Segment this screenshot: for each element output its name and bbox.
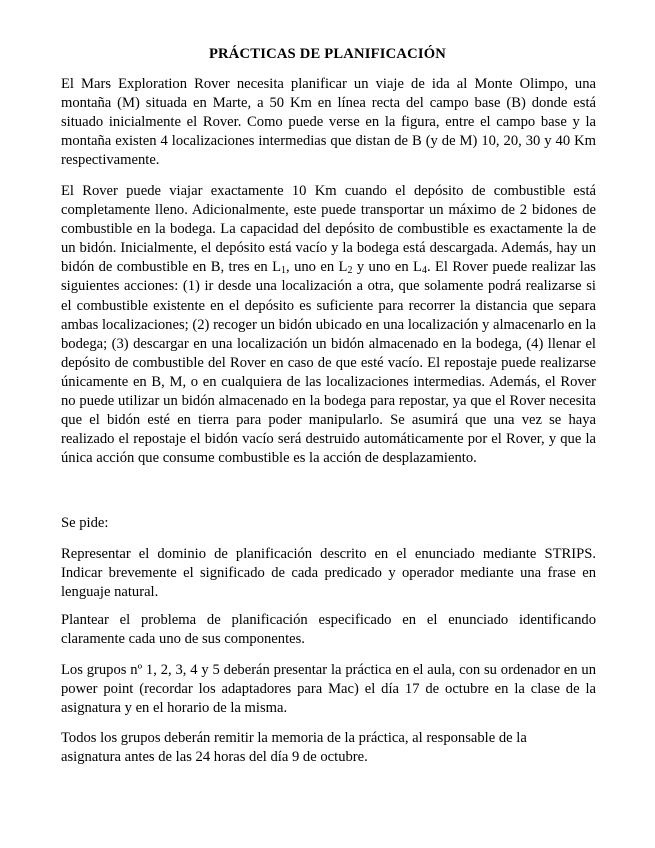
rules-text-3: y uno en L: [352, 259, 422, 276]
subscript-l4: 4: [421, 265, 427, 277]
page-title: PRÁCTICAS DE PLANIFICACIÓN: [208, 46, 447, 62]
groups-paragraph: Los grupos nº 1, 2, 3, 4 y 5 deberán presentar la práctica en el aula, con su ordenador en un power point (recordar los adaptadores para Mac) el día 17 de octubre en la clase de la asignatura y en el horario de la misma.: [61, 662, 596, 717]
subscript-l1: 1: [281, 265, 287, 277]
rules-text-1: El Rover puede viajar exactamente 10 Km cuando el depósito de combustible está completamente lleno. Adicionalmente, este puede transportar un máximo de 2 bidones de combustible en la bodega. La capacidad del depósito de combustible es exactamente la de un bidón. Inicialmente, el depósito está vacío y la bodega está descargada. Además, hay un bidón de combustible en B, tres en L: [61, 183, 596, 276]
se-pide-label: Se pide:: [61, 515, 109, 531]
rules-text-4: . El Rover puede realizar las siguientes acciones: (1) ir desde una localización a otra, que solamente podrá realizarse si el combustible existente en el depósito es suficiente para recorrer la distancia que separa ambas localizaciones; (2) recoger un bidón ubicado en una localización y almacenarlo en la bodega; (3) descargar en una localización un bidón almacenado en la bodega, (4) llenar el depósito de combustible del Rover en caso de que esté vacío. El repostaje puede realizarse únicamente en B, M, o en cualquiera de las localizaciones intermedias. Además, el Rover no puede utilizar un bidón almacenado en la bodega para repostar, ya que el Rover necesita que el bidón esté en tierra para poder manipularlo. Se asumirá que una vez se haya realizado el repostaje el bidón vacío será destruido automáticamente por el Rover, y que la única acción que consume combustible es la acción de desplazamiento.: [61, 259, 596, 467]
task-problem-paragraph: Plantear el problema de planificación especificado en el enunciado identificando claramente cada uno de sus componentes.: [61, 612, 596, 648]
subscript-l2: 2: [347, 265, 353, 277]
rules-text-2: , uno en L: [286, 259, 348, 276]
task-strips-paragraph: Representar el dominio de planificación descrito en el enunciado mediante STRIPS. Indicar brevemente el significado de cada predicado y operador mediante una frase en lenguaje natural.: [61, 546, 596, 601]
intro-paragraph: El Mars Exploration Rover necesita planificar un viaje de ida al Monte Olimpo, una montaña (M) situada en Marte, a 50 Km en línea recta del campo base (B) donde está situado inicialmente el Rover. Como puede verse en la figura, entre el campo base y la montaña existen 4 localizaciones intermedias que distan de B (y de M) 10, 20, 30 y 40 Km respectivamente.: [61, 76, 596, 169]
rules-paragraph: [61, 182, 596, 468]
deadline-paragraph: Todos los grupos deberán remitir la memoria de la práctica, al responsable de la asignatura antes de las 24 horas del día 9 de octubre.: [61, 730, 527, 766]
